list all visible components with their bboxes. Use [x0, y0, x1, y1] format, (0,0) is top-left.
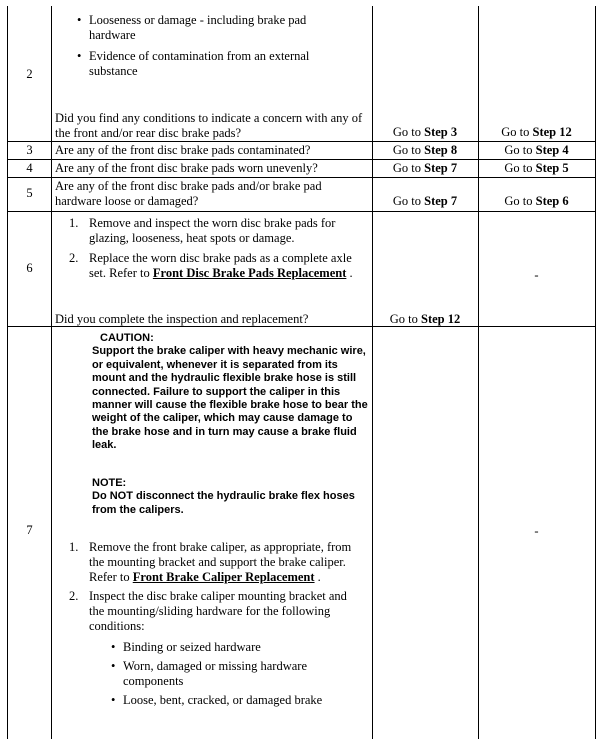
step-link[interactable]: Step 3: [424, 125, 458, 139]
yes-action: Go to Step 8: [392, 143, 458, 157]
step-4-question: Are any of the front disc brake pads worn unevenly?: [55, 161, 318, 175]
list-item: 2. Inspect the disc brake caliper mounting bracket and the mounting/sliding hardware for the following conditions:: [69, 589, 347, 633]
step-7-action: [55, 540, 367, 708]
step-number: 6: [26, 261, 33, 275]
no-action: -: [534, 268, 539, 282]
condition-list: [89, 640, 367, 708]
procedure-list: [55, 540, 367, 634]
step-5-question: Are any of the front disc brake pads and/or brake pad hardware loose or damaged?: [55, 179, 322, 208]
step-link[interactable]: Step 12: [421, 312, 461, 326]
note-text: Do NOT disconnect the hydraulic brake flex hoses from the calipers.: [92, 490, 355, 516]
list-item: 2. Replace the worn disc brake pads as a complete axle set. Refer to Front Disc Brake Pads Replacement .: [69, 251, 353, 280]
yes-action: Go to Step 12: [389, 312, 461, 326]
no-action: Go to Step 5: [504, 161, 569, 175]
caution-title: CAUTION:: [100, 332, 154, 344]
note-title: NOTE:: [92, 477, 127, 489]
row-divider: [8, 177, 595, 178]
no-action: -: [534, 524, 539, 538]
no-action: Go to Step 4: [504, 143, 569, 157]
list-item: 1. Remove and inspect the worn disc brake pads for glazing, looseness, heat spots or damage.: [69, 216, 336, 245]
column-divider: [478, 6, 479, 739]
step-number: 4: [26, 161, 33, 175]
list-item: • Evidence of contamination from an external substance: [55, 49, 355, 79]
caution-block: [92, 332, 368, 453]
step-number: 5: [26, 186, 33, 200]
step-3-question: Are any of the front disc brake pads contaminated?: [55, 143, 311, 157]
front-brake-caliper-replacement-link[interactable]: Front Brake Caliper Replacement: [132, 570, 315, 584]
step-link[interactable]: Step 12: [532, 125, 572, 139]
step-link[interactable]: Step 8: [424, 143, 458, 157]
yes-action: Go to Step 7: [392, 194, 458, 208]
list-item: • Looseness or damage - including brake pad hardware: [55, 13, 355, 43]
step-link[interactable]: Step 4: [535, 143, 569, 157]
list-item: • Worn, damaged or missing hardware components: [89, 659, 333, 689]
list-item: • Loose, bent, cracked, or damaged brake: [89, 693, 367, 708]
step-link[interactable]: Step 7: [424, 161, 458, 175]
step-number: 2: [26, 67, 33, 81]
no-action: Go to Step 6: [504, 194, 569, 208]
list-item: • Binding or seized hardware: [89, 640, 367, 655]
step-number: 3: [26, 143, 33, 157]
row-divider: [8, 211, 595, 212]
row-divider: [8, 141, 595, 142]
step-6-question: Did you complete the inspection and replacement?: [55, 312, 309, 326]
step-6-action: [55, 216, 355, 281]
diagnostic-table: [7, 6, 596, 739]
yes-action: Go to Step 7: [392, 161, 458, 175]
step-link[interactable]: Step 6: [535, 194, 569, 208]
caution-text: Support the brake caliper with heavy mechanic wire, or equivalent, whenever it is separated from its mount and the hydraulic flexible brake hose is still connected. Failure to support the caliper in this manner will cause the flexible brake hose to bear the weight of the caliper, which may cause damage to the brake hose and in turn may cause a brake fluid leak.: [92, 345, 368, 452]
no-action: Go to Step 12: [501, 125, 572, 139]
row-divider: [8, 159, 595, 160]
yes-action: Go to Step 3: [392, 125, 458, 139]
step-link[interactable]: Step 5: [535, 161, 569, 175]
note-block: [92, 477, 368, 517]
column-divider: [51, 6, 52, 739]
step-number: 7: [26, 523, 33, 537]
list-item: 1. Remove the front brake caliper, as appropriate, from the mounting bracket and support the brake caliper. Refer to Front Brake Caliper Replacement .: [69, 540, 352, 584]
column-divider: [372, 6, 373, 739]
step-link[interactable]: Step 7: [424, 194, 458, 208]
step-2-question: Did you find any conditions to indicate a concern with any of the front and/or rear disc brake pads?: [55, 111, 363, 140]
procedure-list: [55, 216, 355, 281]
step-2-action: [55, 13, 355, 79]
front-disc-brake-pads-replacement-link[interactable]: Front Disc Brake Pads Replacement: [152, 266, 347, 280]
condition-list: [55, 13, 355, 79]
